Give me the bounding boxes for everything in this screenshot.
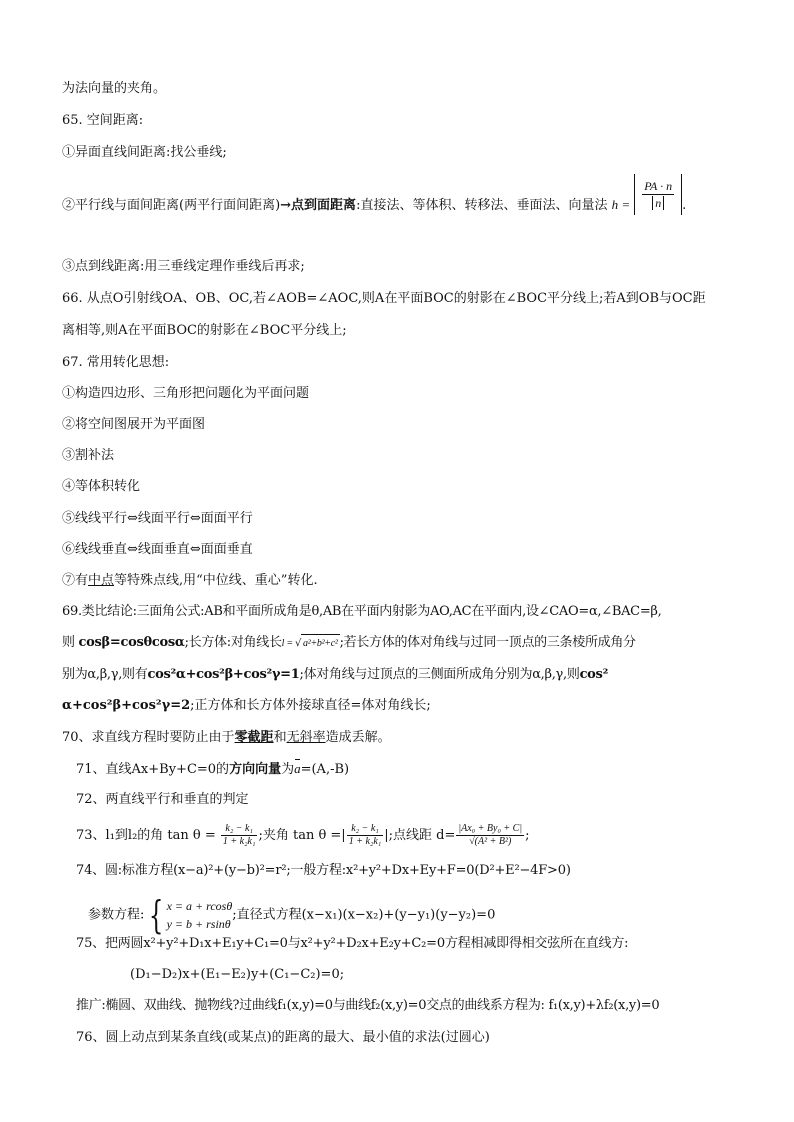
text-span: 参数方程: bbox=[88, 907, 145, 923]
angle-fraction: $\frac{\text{k₂ − k₁}}{\text{1 + k₂k₁}}$ bbox=[222, 823, 256, 847]
list-item bbox=[62, 572, 318, 590]
vector-a: a bbox=[294, 761, 301, 776]
formula-h: h = bbox=[611, 197, 631, 212]
bold-text: 方向向量 bbox=[229, 762, 282, 777]
section-69-line4 bbox=[62, 697, 431, 715]
list-item: ⑥线线垂直⇔线面垂直⇔面面垂直 bbox=[62, 542, 253, 557]
text-span: 则 bbox=[62, 635, 75, 650]
text-span: :直接法、等体积、转移法、垂面法、向量法 bbox=[356, 198, 608, 213]
distance-fraction bbox=[642, 178, 674, 211]
bold-formula: cos²α+cos²β+cos²γ=1 bbox=[147, 667, 300, 682]
angle-fraction-abs: $\frac{\text{k₂ − k₁}}{\text{1 + k₂k₁}}$ bbox=[348, 823, 382, 847]
text-span: ②平行线与面间距离(两平行面间距离) bbox=[62, 198, 281, 213]
underlined-text: 中点 bbox=[88, 573, 115, 588]
underlined-bold-text: 零截距 bbox=[234, 730, 274, 745]
list-item: ④等体积转化 bbox=[62, 479, 141, 494]
text-line: ①异面直线间距离:找公垂线; bbox=[62, 145, 227, 160]
text-span: ;直径式方程(x−x₁)(x−x₂)+(y−y₁)(y−y₂)=0 bbox=[232, 907, 496, 923]
text-span: 和 bbox=[273, 730, 287, 745]
left-brace: { bbox=[149, 893, 164, 937]
section-66-line1: 66. 从点O引射线OA、OB、OC,若∠AOB=∠AOC,则A在平面BOC的射影在∠BOC平分线上;若A到OB与OC距 bbox=[62, 291, 706, 306]
text-span: ;长方体:对角线长 bbox=[184, 635, 282, 650]
text-line: (D₁−D₂)x+(E₁−E₂)y+(C₁−C₂)=0; bbox=[130, 967, 345, 982]
section-66-line2: 离相等,则A在平面BOC的射影在∠BOC平分线上; bbox=[62, 323, 347, 338]
text-span: ⑦有 bbox=[62, 573, 89, 588]
point-line-distance-fraction: $\frac{\text{|Ax₀ + By₀ + C|}}{\text{√(A² + B²)}}$ bbox=[458, 823, 523, 847]
text-span: ; bbox=[525, 828, 530, 843]
section-76: 76、圆上动点到某条直线(或某点)的距离的最大、最小值的求法(过圆心) bbox=[76, 1030, 490, 1045]
sqrt-formula: a²+b²+c² bbox=[301, 634, 340, 653]
text-span: |;点线距 d= bbox=[384, 828, 456, 843]
text-line: 推广:椭圆、双曲线、抛物线?过曲线f₁(x,y)=0与曲线f₂(x,y)=0交点的曲线系方程为: f₁(x,y)+λf₂(x,y)=0 bbox=[76, 998, 660, 1013]
section-74: 74、圆:标准方程(x−a)²+(y−b)²=r²;一般方程:x²+y²+Dx+Ey+F=0(D²+E²−4F>0) bbox=[76, 863, 571, 878]
text-span: =(A,-B) bbox=[300, 762, 350, 777]
text-span: 别为α,β,γ,则有 bbox=[62, 667, 148, 682]
section-72: 72、两直线平行和垂直的判定 bbox=[76, 792, 249, 807]
bold-text: →点到面距离 bbox=[280, 198, 357, 213]
text-line-vector-method: ②平行线与面间距离(两平行面间距离)→点到面距离:直接法、等体积、转移法、垂面法、向量法 h = $\frac{PA \cdot n}{n}$ . bbox=[62, 196, 686, 215]
fraction-numerator: PA · n bbox=[644, 179, 673, 193]
text-span: 造成丢解。 bbox=[325, 730, 391, 745]
bold-formula: cosβ=cosθcosα bbox=[78, 635, 185, 650]
section-70 bbox=[62, 729, 391, 747]
text-span: 为 bbox=[281, 762, 295, 777]
bold-formula: cos² bbox=[579, 667, 608, 682]
text-span: 71、直线Ax+By+C=0的 bbox=[76, 762, 230, 777]
list-item: ③割补法 bbox=[62, 448, 115, 463]
fraction-denominator: n bbox=[642, 195, 674, 211]
underlined-text: 无斜率 bbox=[286, 730, 326, 745]
section-73 bbox=[76, 823, 530, 848]
distance-formula-abs bbox=[634, 174, 682, 215]
text-span: ;夹角 tan θ =| bbox=[258, 828, 346, 843]
parametric-equation-line bbox=[88, 893, 496, 937]
text-span: 70、求直线方程时要防止由于 bbox=[62, 730, 235, 745]
section-69-line3 bbox=[62, 666, 608, 684]
text-span: 等特殊点线,用“中位线、重心”转化. bbox=[114, 573, 318, 588]
list-item: ①构造四边形、三角形把问题化为平面问题 bbox=[62, 386, 310, 401]
text-span: 73、l₁到l₂的角 tan θ = bbox=[76, 828, 216, 843]
section-71 bbox=[76, 760, 349, 779]
text-line: 为法向量的夹角。 bbox=[62, 81, 167, 96]
list-item: ⑤线线平行⇔线面平行⇔面面平行 bbox=[62, 511, 253, 526]
text-span: ;若长方体的体对角线与过同一顶点的三条棱所成角分 bbox=[339, 635, 636, 650]
equation-system: x = a + rcosθ y = b + rsinθ bbox=[166, 899, 233, 931]
text-line: ③点到线距离:用三垂线定理作垂线后再求; bbox=[62, 259, 305, 274]
list-item: ②将空间图展开为平面图 bbox=[62, 417, 206, 432]
bold-formula: α+cos²β+cos²γ=2 bbox=[62, 698, 191, 713]
formula-l: l = bbox=[281, 638, 295, 649]
text-span: ;体对角线与过顶点的三侧面所成角分别为α,β,γ,则 bbox=[299, 667, 580, 682]
section-heading-65: 65. 空间距离: bbox=[62, 113, 144, 128]
section-69-line2: 则 cosβ=cosθcosα;长方体:对角线长l = √ a²+b²+c² ;若长方体的体对角线与过同一顶点的三条棱所成角分 bbox=[62, 634, 636, 653]
text-span: ;正方体和长方体外接球直径=体对角线长; bbox=[190, 698, 431, 713]
section-69-line1: 69.类比结论:三面角公式:AB和平面所成角是θ,AB在平面内射影为AO,AC在平面内,设∠CAO=α,∠BAC=β, bbox=[62, 604, 662, 619]
section-heading-67: 67. 常用转化思想: bbox=[62, 355, 170, 370]
section-75: 75、把两圆x²+y²+D₁x+E₁y+C₁=0与x²+y²+D₂x+E₂y+C₂=0方程相减即得相交弦所在直线方: bbox=[76, 936, 629, 951]
